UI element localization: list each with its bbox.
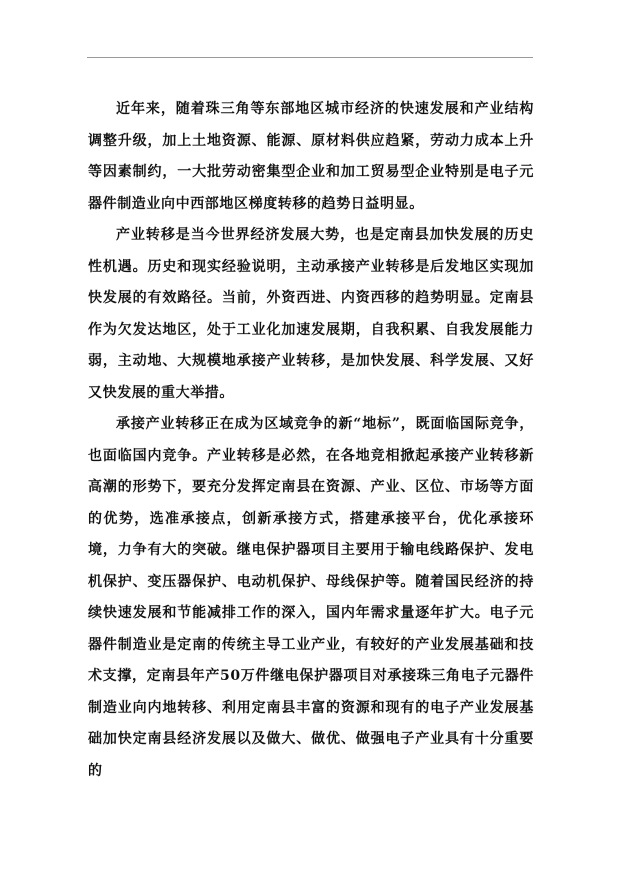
header-divider xyxy=(87,57,533,58)
document-body xyxy=(88,94,534,787)
paragraph-2: 产业转移是当今世界经济发展大势，也是定南县加快发展的历史性机遇。历史和现实经验说明，主动承接产业转移是后发地区实现加快发展的有效路径。当前，外资西进、内资西移的趋势明显。定南县作为欠发达地区，处于工业化加速发展期，自我积累、自我发展能力弱，主动地、大规模地承接产业转移，是加快发展、科学发展、又好又快发展的重大举措。 xyxy=(88,227,534,401)
paragraph-3: 承接产业转移正在成为区域竞争的新“地标”，既面临国际竞争，也面临国内竞争。产业转移是必然，在各地竞相掀起承接产业转移新高潮的形势下，要充分发挥定南县在资源、产业、区位、市场等方面的优势，选准承接点，创新承接方式，搭建承接平台，优化承接环境，力争有大的突破。继电保护器项目主要用于输电线路保护、发电机保护、变压器保护、电动机保护、母线保护等。随着国民经济的持续快速发展和节能减排工作的深入，国内年需求量逐年扩大。电子元器件制造业是定南的传统主导工业产业，有较好的产业发展基础和技术支撑，定南县年产50万件继电保护器项目对承接珠三角电子元器件制造业向内地转移、利用定南县丰富的资源和现有的电子产业发展基础加快定南县经济发展以及做大、做优、做强电子产业具有十分重要的 xyxy=(88,416,534,779)
paragraph-1: 近年来，随着珠三角等东部地区城市经济的快速发展和产业结构调整升级，加上土地资源、能源、原材料供应趋紧，劳动力成本上升等因素制约，一大批劳动密集型企业和加工贸易型企业特别是电子元器件制造业向中西部地区梯度转移的趋势日益明显。 xyxy=(88,101,534,212)
